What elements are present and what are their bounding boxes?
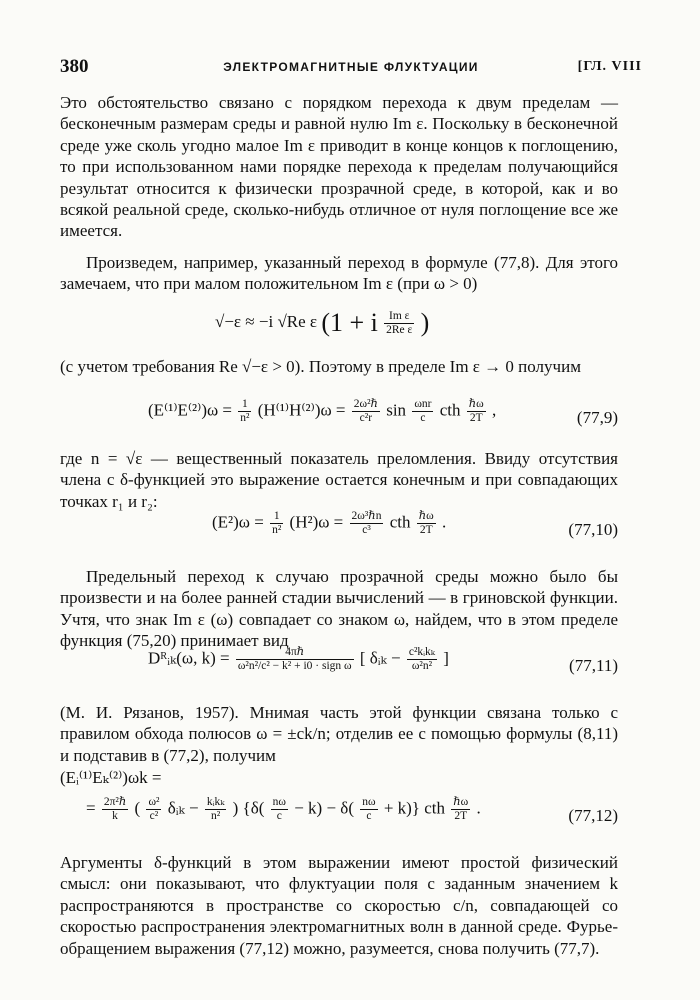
paragraph-5: Предельный переход к случаю прозрачной среды можно было бы произвести и на более ранней стадии вычислений — в гриновской функции. Учтя, что знак Im ε (ω) совпадает со знаком ω, найдем, что в этом пределе функция (75,20) принимает вид: [60, 567, 618, 651]
eq-77-12-frac-5: $\frac{n\omega}{c}$: [362, 796, 376, 822]
paragraph-1: Это обстоятельство связано с порядком перехода к двум пределам — бесконечным размерам среды и равной нулю Im ε. Поскольку в бесконечной среде уже сколь угодно малое Im ε приводит в конце концов к поглощению, то при использованном нами порядке перехода к пределам получающийся результат относится к физически прозрачной среде, в которой, как и во всякой реальной среде, сколько-нибудь отличное от нуля поглощение все же имеется.: [60, 93, 618, 241]
eq-77-12-frac-4: $\frac{n\omega}{c}$: [272, 796, 286, 822]
eq-77-10-cth: cth: [389, 512, 411, 532]
eq-77-11-bracket-close: ]: [443, 648, 449, 668]
eq-77-9-frac-1: $\frac{1}{\text{n²}}$: [240, 398, 250, 424]
paragraph-6: (М. И. Рязанов, 1957). Мнимая часть этой функции связана только с правилом обхода полюсов ω = ±ck/n; отделив ее с помощью формулы (8,11) и подставив в (77,2), получим: [60, 703, 618, 765]
eq-77-11-bracket: [ δᵢₖ −: [359, 648, 401, 668]
eq-77-10-frac-1: $\frac{1}{\text{n²}}$: [272, 510, 282, 536]
sqrt-approx-lhs: √−ε ≈ −i √Re ε: [215, 311, 318, 331]
equation-77-10: [60, 510, 618, 554]
eq-77-10-tail: .: [441, 512, 447, 532]
paragraph-2: Произведем, например, указанный переход в формуле (77,8). Для этого замечаем, что при малом положительном Im ε (при ω > 0): [60, 253, 618, 294]
eq-77-9-sin: sin: [386, 400, 407, 420]
eq-77-12-tail: .: [476, 798, 481, 818]
eq-77-12-number: (77,12): [568, 806, 618, 825]
eq-77-9-tail: ,: [491, 400, 497, 420]
equation-77-9: [60, 398, 618, 442]
page-header: [60, 56, 642, 82]
eq-77-12-mid: − k) − δ(: [294, 798, 354, 818]
eq-77-11-frac-1: $\frac{\text{4πℏ}}{\text{ω²n²/c² − k² + i0 · sign ω}}$: [237, 646, 352, 672]
eq-77-12-frac-1: $\frac{\text{2π²ℏ}}{k}$: [103, 796, 127, 822]
eq-77-12-paren-2: ) {δ(: [232, 798, 265, 818]
eq-77-11-lhs: Dᴿᵢₖ(ω, k) =: [148, 648, 230, 668]
eq-77-10-lhs: (E²)ω =: [212, 512, 264, 532]
paragraph-4: где n = √ε — вещественный показатель преломления. Ввиду отсутствия члена с δ-функцией это выражение остается конечным и при совпадающих точках r₁ и r₂:: [60, 449, 618, 511]
eq-77-12-end: + k)} cth: [383, 798, 445, 818]
eq-77-10-frac-2: $\frac{\text{2ω³ℏn}}{\text{c³}}$: [351, 510, 382, 536]
eq-77-12-delta: δᵢₖ −: [167, 798, 199, 818]
equation-77-12: [60, 796, 618, 840]
eq-77-9-lhs: (E⁽¹⁾E⁽²⁾)ω =: [148, 400, 233, 420]
equation-77-11: [60, 646, 618, 690]
eq-77-12-frac-2: $\frac{\text{ω²}}{\text{c²}}$: [148, 796, 160, 822]
eq-77-12-lhs: (Eᵢ⁽¹⁾Eₖ⁽²⁾)ωk =: [60, 768, 162, 787]
eq-77-11-number: (77,11): [569, 656, 618, 675]
eq-77-12-frac-6: $\frac{\text{ℏω}}{2T}$: [453, 796, 469, 822]
eq-77-12-eq: =: [86, 798, 96, 818]
eq-77-9-frac-4: $\frac{\text{ℏω}}{2T}$: [468, 398, 484, 424]
eq-77-10-number: (77,10): [568, 520, 618, 539]
page-number: 380: [60, 56, 89, 77]
eq-77-12-frac-3: $\frac{\text{kᵢkₖ}}{\text{n²}}$: [206, 796, 225, 822]
sqrt-approx-fraction: $\frac{\text{Im ε}}{\text{2Re ε}}$: [386, 309, 413, 336]
eq-77-9-mid: (H⁽¹⁾H⁽²⁾)ω =: [257, 400, 346, 420]
sqrt-approx-paren-open: (1 + i: [321, 308, 378, 337]
eq-77-9-frac-2: $\frac{\text{2ω²ℏ}}{\text{c²r}}$: [353, 398, 378, 424]
paragraph-3: (с учетом требования Re √−ε > 0). Поэтому в пределе Im ε → 0 получим: [60, 357, 581, 376]
eq-77-12-paren-1: (: [134, 798, 141, 818]
eq-77-10-frac-3: $\frac{\text{ℏω}}{2T}$: [418, 510, 434, 536]
eq-77-11-frac-2: $\frac{\text{c²kᵢkₖ}}{\text{ω²n²}}$: [408, 646, 435, 672]
equation-sqrt-approx: [60, 308, 618, 352]
eq-77-10-mid: (H²)ω =: [289, 512, 344, 532]
sqrt-approx-paren-close: ): [420, 308, 430, 337]
eq-77-9-cth: cth: [439, 400, 461, 420]
eq-77-9-number: (77,9): [576, 408, 618, 427]
eq-77-9-frac-3: $\frac{\text{ωnr}}{c}$: [414, 398, 432, 424]
equation-77-12-line-1: [60, 768, 618, 798]
running-title: ЭЛЕКТРОМАГНИТНЫЕ ФЛУКТУАЦИИ: [223, 60, 479, 74]
paragraph-7: Аргументы δ-функций в этом выражении имеют простой физический смысл: они показывают, что флуктуации поля с заданным значением k распространяются в пространстве со скоростью c/n, совпадающей со скоростью распространения электромагнитных волн в данной среде. Фурье-обращением выражения (77,12) можно, разумеется, снова получить (77,7).: [60, 853, 618, 958]
chapter-label: [ГЛ. VIII: [577, 59, 642, 74]
